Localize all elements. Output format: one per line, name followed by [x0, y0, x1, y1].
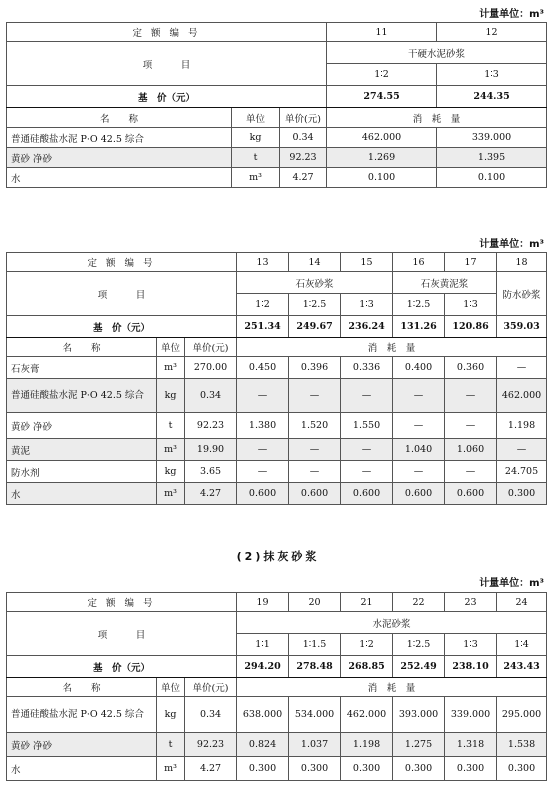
ratio-cell: 1∶3 [445, 294, 497, 316]
consumption-value: 1.395 [437, 148, 547, 168]
consumption-value: 0.600 [289, 483, 341, 505]
code-cell: 15 [341, 253, 393, 272]
base-price-value: 243.43 [497, 656, 547, 678]
code-cell: 24 [497, 593, 547, 612]
ratio-cell: 1∶2 [237, 294, 289, 316]
consumption-value: 0.600 [393, 483, 445, 505]
ratio-cell: 1∶2.5 [393, 294, 445, 316]
consumption-value: 0.300 [497, 483, 547, 505]
consumption-value: 0.600 [237, 483, 289, 505]
unit-header: 单位 [157, 338, 185, 357]
base-price-label: 基 价（元） [7, 316, 237, 338]
consumption-value: — [237, 461, 289, 483]
material-price: 19.90 [185, 439, 237, 461]
consumption-value: 1.550 [341, 413, 393, 439]
code-cell: 13 [237, 253, 289, 272]
material-price: 0.34 [280, 128, 327, 148]
unit-price-header: 单价(元) [280, 108, 327, 128]
group-header: 防水砂浆 [497, 272, 547, 316]
consumption-value: 295.000 [497, 697, 547, 733]
code-cell: 17 [445, 253, 497, 272]
base-price-value: 238.10 [445, 656, 497, 678]
unit-price-header: 单价(元) [185, 678, 237, 697]
consumption-value: — [341, 461, 393, 483]
base-price-value: 359.03 [497, 316, 547, 338]
ratio-cell: 1∶2.5 [289, 294, 341, 316]
consumption-value: — [237, 439, 289, 461]
base-price-value: 236.24 [341, 316, 393, 338]
material-name: 水 [7, 757, 157, 781]
code-cell: 22 [393, 593, 445, 612]
ratio-cell: 1∶4 [497, 634, 547, 656]
code-cell: 18 [497, 253, 547, 272]
base-price-value: 249.67 [289, 316, 341, 338]
ratio-cell: 1∶1 [237, 634, 289, 656]
quota-no-header: 定 额 编 号 [7, 23, 327, 42]
mortar-table-1 [6, 22, 547, 188]
code-cell: 12 [437, 23, 547, 42]
material-name: 防水剂 [7, 461, 157, 483]
consumption-value: 0.100 [437, 168, 547, 188]
consumption-value: 0.600 [445, 483, 497, 505]
unit-label: 计量单位：m³ [479, 9, 544, 20]
consumption-value: 1.275 [393, 733, 445, 757]
consumption-value: 1.269 [327, 148, 437, 168]
material-unit: m³ [157, 439, 185, 461]
consumption-value: 0.360 [445, 357, 497, 379]
consumption-value: 339.000 [437, 128, 547, 148]
base-price-value: 131.26 [393, 316, 445, 338]
consumption-value: — [393, 413, 445, 439]
consumption-value: 534.000 [289, 697, 341, 733]
code-cell: 16 [393, 253, 445, 272]
unit-label: 计量单位：m³ [479, 578, 544, 589]
base-price-label: 基 价（元） [7, 86, 327, 108]
consumption-value: 1.037 [289, 733, 341, 757]
consumption-value: 1.060 [445, 439, 497, 461]
name-header: 名 称 [7, 678, 157, 697]
base-price-label: 基 价（元） [7, 656, 237, 678]
item-header: 项 目 [7, 272, 237, 316]
consumption-value: 393.000 [393, 697, 445, 733]
consumption-value: 1.318 [445, 733, 497, 757]
consumption-value: — [289, 379, 341, 413]
consumption-value: 638.000 [237, 697, 289, 733]
base-price-value: 274.55 [327, 86, 437, 108]
consumption-value: — [341, 439, 393, 461]
consumption-value: 0.300 [341, 757, 393, 781]
unit-label: 计量单位：m³ [479, 239, 544, 250]
consumption-value: 339.000 [445, 697, 497, 733]
name-header: 名 称 [7, 338, 157, 357]
ratio-cell: 1∶2 [327, 64, 437, 86]
consumption-value: 0.450 [237, 357, 289, 379]
consumption-value: 0.824 [237, 733, 289, 757]
consumption-value: — [289, 461, 341, 483]
material-name: 普通硅酸盐水泥 P·O 42.5 综合 [7, 128, 232, 148]
consumption-value: — [445, 413, 497, 439]
material-name: 普通硅酸盐水泥 P·O 42.5 综合 [7, 697, 157, 733]
material-unit: kg [157, 379, 185, 413]
material-price: 0.34 [185, 379, 237, 413]
consumption-value: 0.396 [289, 357, 341, 379]
consumption-value: 1.198 [497, 413, 547, 439]
material-price: 4.27 [185, 757, 237, 781]
code-cell: 14 [289, 253, 341, 272]
consumption-value: 0.300 [445, 757, 497, 781]
consumption-header: 消 耗 量 [237, 338, 547, 357]
base-price-value: 268.85 [341, 656, 393, 678]
consumption-value: — [341, 379, 393, 413]
item-header: 项 目 [7, 42, 327, 86]
base-price-value: 244.35 [437, 86, 547, 108]
material-name: 水 [7, 483, 157, 505]
consumption-value: — [497, 357, 547, 379]
consumption-value: — [393, 379, 445, 413]
base-price-value: 294.20 [237, 656, 289, 678]
base-price-value: 252.49 [393, 656, 445, 678]
material-unit: kg [157, 697, 185, 733]
code-cell: 11 [327, 23, 437, 42]
ratio-cell: 1∶2.5 [393, 634, 445, 656]
consumption-value: 24.705 [497, 461, 547, 483]
material-price: 92.23 [185, 733, 237, 757]
code-cell: 20 [289, 593, 341, 612]
consumption-value: 462.000 [497, 379, 547, 413]
material-price: 270.00 [185, 357, 237, 379]
material-price: 92.23 [185, 413, 237, 439]
quota-no-header: 定 额 编 号 [7, 253, 237, 272]
material-unit: m³ [157, 357, 185, 379]
consumption-value: — [445, 379, 497, 413]
name-header: 名 称 [7, 108, 232, 128]
consumption-value: 0.400 [393, 357, 445, 379]
code-cell: 23 [445, 593, 497, 612]
material-price: 92.23 [280, 148, 327, 168]
code-cell: 19 [237, 593, 289, 612]
ratio-cell: 1∶3 [341, 294, 393, 316]
consumption-value: 0.300 [393, 757, 445, 781]
consumption-value: 1.380 [237, 413, 289, 439]
mortar-table-2 [6, 252, 547, 505]
ratio-cell: 1∶3 [445, 634, 497, 656]
consumption-value: — [497, 439, 547, 461]
material-name: 石灰膏 [7, 357, 157, 379]
material-unit: kg [157, 461, 185, 483]
material-unit: t [157, 733, 185, 757]
consumption-header: 消 耗 量 [237, 678, 547, 697]
material-unit: m³ [157, 757, 185, 781]
group-header: 石灰黄泥浆 [393, 272, 497, 294]
material-price: 4.27 [185, 483, 237, 505]
material-unit: t [232, 148, 280, 168]
item-header: 项 目 [7, 612, 237, 656]
consumption-value: — [445, 461, 497, 483]
material-name: 黄砂 净砂 [7, 413, 157, 439]
material-name: 黄砂 净砂 [7, 148, 232, 168]
consumption-value: 0.300 [237, 757, 289, 781]
material-price: 3.65 [185, 461, 237, 483]
unit-header: 单位 [157, 678, 185, 697]
consumption-value: 0.300 [289, 757, 341, 781]
code-cell: 21 [341, 593, 393, 612]
consumption-header: 消 耗 量 [327, 108, 547, 128]
consumption-value: — [289, 439, 341, 461]
consumption-value: 0.600 [341, 483, 393, 505]
consumption-value: — [393, 461, 445, 483]
material-price: 0.34 [185, 697, 237, 733]
mortar-table-3 [6, 592, 547, 781]
group-header: 水泥砂浆 [237, 612, 547, 634]
material-name: 普通硅酸盐水泥 P·O 42.5 综合 [7, 379, 157, 413]
material-unit: m³ [157, 483, 185, 505]
consumption-value: 0.336 [341, 357, 393, 379]
material-price: 4.27 [280, 168, 327, 188]
material-unit: m³ [232, 168, 280, 188]
ratio-cell: 1∶3 [437, 64, 547, 86]
unit-header: 单位 [232, 108, 280, 128]
quota-no-header: 定 额 编 号 [7, 593, 237, 612]
ratio-cell: 1∶2 [341, 634, 393, 656]
consumption-value: 1.520 [289, 413, 341, 439]
material-name: 黄砂 净砂 [7, 733, 157, 757]
group-header: 石灰砂浆 [237, 272, 393, 294]
base-price-value: 120.86 [445, 316, 497, 338]
consumption-value: — [237, 379, 289, 413]
base-price-value: 278.48 [289, 656, 341, 678]
consumption-value: 462.000 [327, 128, 437, 148]
material-name: 水 [7, 168, 232, 188]
consumption-value: 1.040 [393, 439, 445, 461]
consumption-value: 1.198 [341, 733, 393, 757]
base-price-value: 251.34 [237, 316, 289, 338]
material-unit: kg [232, 128, 280, 148]
consumption-value: 462.000 [341, 697, 393, 733]
consumption-value: 1.538 [497, 733, 547, 757]
section-title: (2)抹灰砂浆 [236, 550, 320, 563]
consumption-value: 0.100 [327, 168, 437, 188]
material-name: 黄泥 [7, 439, 157, 461]
group-header: 干硬水泥砂浆 [327, 42, 547, 64]
ratio-cell: 1∶1.5 [289, 634, 341, 656]
material-unit: t [157, 413, 185, 439]
consumption-value: 0.300 [497, 757, 547, 781]
unit-price-header: 单价(元) [185, 338, 237, 357]
